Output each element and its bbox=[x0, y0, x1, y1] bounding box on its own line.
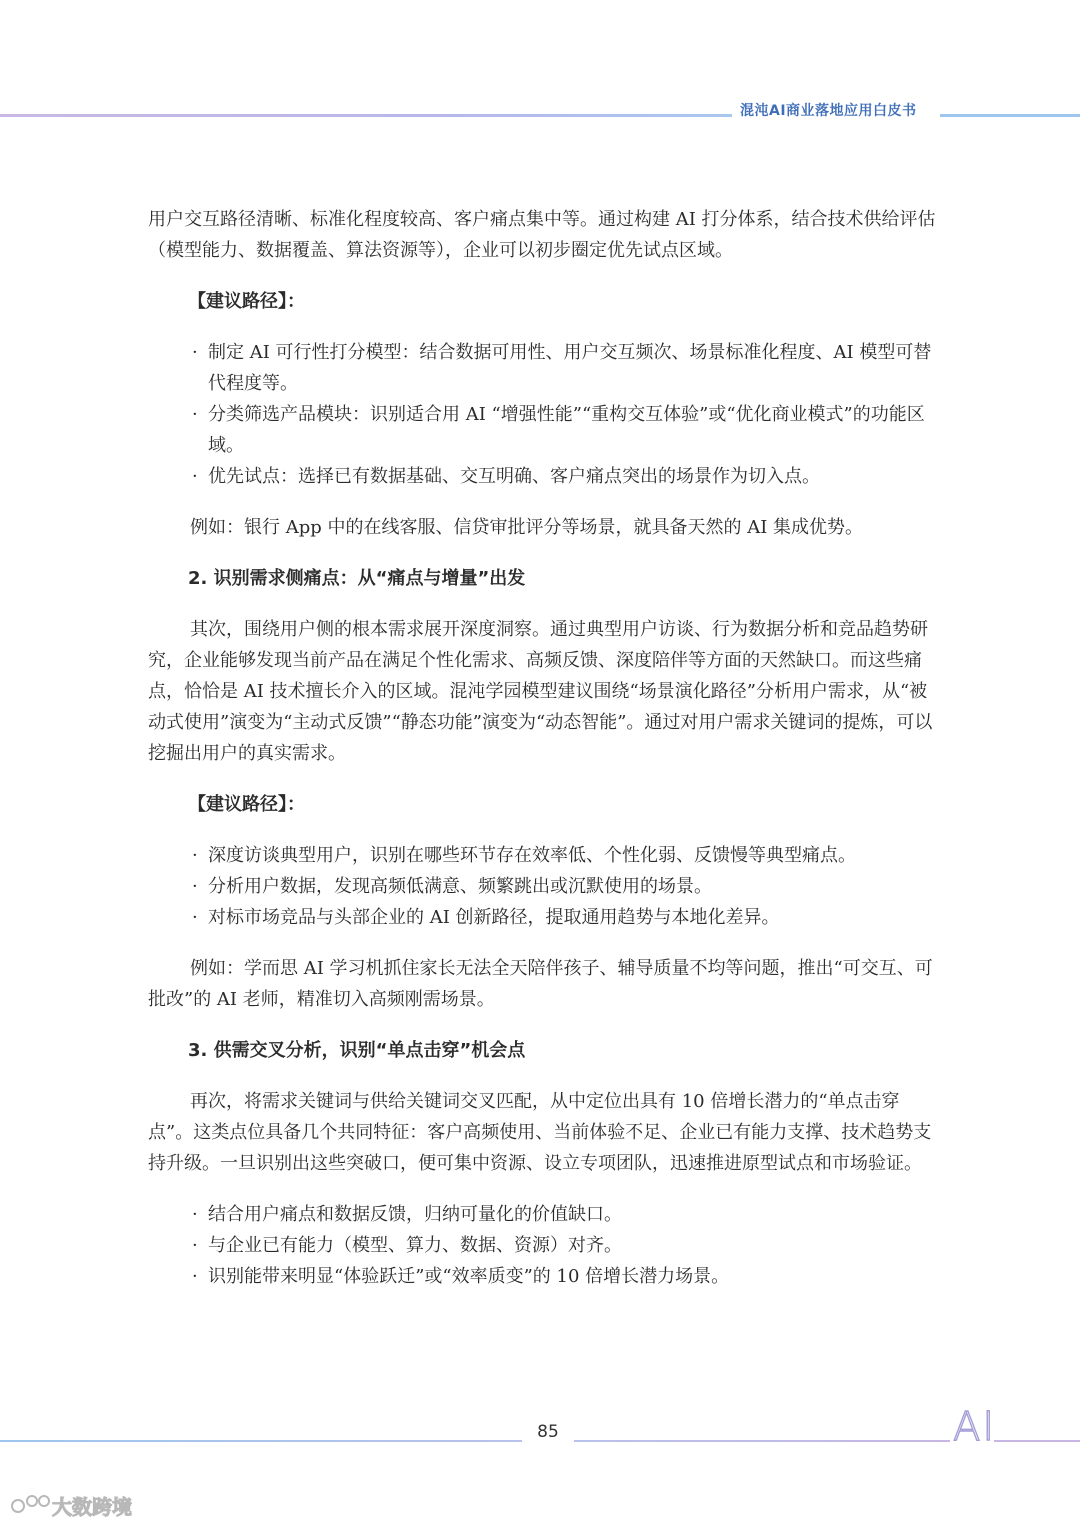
list-item: · 制定 AI 可行性打分模型：结合数据可用性、用户交互频次、场景标准化程度、AI 模型可替代程度等。 bbox=[188, 337, 936, 399]
suggested-path-list bbox=[148, 337, 936, 492]
example-paragraph: 例如：学而思 AI 学习机抓住家长无法全天陪伴孩子、辅导质量不均等问题，推出“可交互、可批改”的 AI 老师，精准切入高频刚需场景。 bbox=[148, 958, 933, 1010]
list-item: · 分类筛选产品模块：识别适合用 AI “增强性能”“重构交互体验”或“优化商业模式”的功能区域。 bbox=[188, 399, 936, 461]
suggested-path-list bbox=[148, 840, 936, 933]
list-item: · 对标市场竞品与头部企业的 AI 创新路径，提取通用趋势与本地化差异。 bbox=[188, 902, 936, 933]
header-rule-right bbox=[940, 114, 1080, 117]
document-header-title: 混沌AI商业落地应用白皮书 bbox=[740, 103, 917, 119]
page-body bbox=[148, 204, 936, 1292]
list-item: · 结合用户痛点和数据反馈，归纳可量化的价值缺口。 bbox=[188, 1199, 936, 1230]
body-paragraph: 再次，将需求关键词与供给关键词交叉匹配，从中定位出具有 10 倍增长潜力的“单点击穿点”。这类点位具备几个共同特征：客户高频使用、当前体验不足、企业已有能力支撑、技术趋势支持升级。一旦识别出这些突破口，便可集中资源、设立专项团队，迅速推进原型试点和市场验证。 bbox=[148, 1091, 932, 1174]
list-item: · 与企业已有能力（模型、算力、数据、资源）对齐。 bbox=[188, 1230, 936, 1261]
list-item: · 识别能带来明显“体验跃迁”或“效率质变”的 10 倍增长潜力场景。 bbox=[188, 1261, 936, 1292]
example-paragraph: 例如：银行 App 中的在线客服、信贷审批评分等场景，就具备天然的 AI 集成优势。 bbox=[190, 517, 864, 538]
ai-logo-text: AI bbox=[953, 1404, 997, 1444]
watermark-logo-icon bbox=[8, 1490, 168, 1520]
section-heading: 2. 识别需求侧痛点：从“痛点与增量”出发 bbox=[188, 568, 526, 589]
list-item: · 优先试点：选择已有数据基础、交互明确、客户痛点突出的场景作为切入点。 bbox=[188, 461, 936, 492]
footer-rule-right bbox=[574, 1440, 950, 1442]
section-heading: 3. 供需交叉分析，识别“单点击穿”机会点 bbox=[188, 1040, 526, 1061]
footer-rule-left bbox=[0, 1440, 522, 1442]
watermark-text: 大数跨境 bbox=[52, 1495, 132, 1519]
opportunity-list bbox=[148, 1199, 936, 1292]
list-item: · 分析用户数据，发现高频低满意、频繁跳出或沉默使用的场景。 bbox=[188, 871, 936, 902]
list-item: · 深度访谈典型用户，识别在哪些环节存在效率低、个性化弱、反馈慢等典型痛点。 bbox=[188, 840, 936, 871]
header-rule-left bbox=[0, 114, 732, 117]
suggested-path-label: 【建议路径】： bbox=[188, 291, 305, 312]
intro-paragraph: 用户交互路径清晰、标准化程度较高、客户痛点集中等。通过构建 AI 打分体系，结合技术供给评估（模型能力、数据覆盖、算法资源等），企业可以初步圈定优先试点区域。 bbox=[148, 209, 936, 261]
body-paragraph: 其次，围绕用户侧的根本需求展开深度洞察。通过典型用户访谈、行为数据分析和竞品趋势研究，企业能够发现当前产品在满足个性化需求、高频反馈、深度陪伴等方面的天然缺口。而这些痛点，恰恰是 AI 技术擅长介入的区域。混沌学园模型建议围绕“场景演化路径”分析用户需求，从“被动式使用”演变为“主动式反馈”“静态功能”演变为“动态智能”。通过对用户需求关键词的提炼，可以挖掘出用户的真实需求。 bbox=[148, 619, 933, 764]
suggested-path-label: 【建议路径】： bbox=[188, 794, 305, 815]
page-number: 85 bbox=[537, 1422, 559, 1442]
ai-logo-icon bbox=[950, 1404, 1080, 1444]
